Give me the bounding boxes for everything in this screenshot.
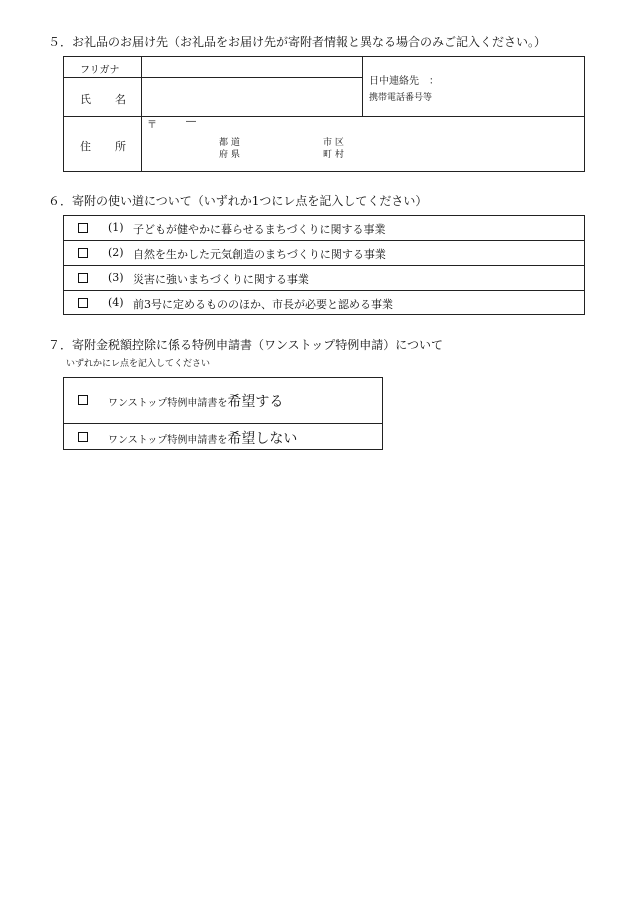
usage-option-3-text: 災害に強いまちづくりに関する事業 bbox=[133, 273, 309, 286]
daytime-contact-label: 日中連絡先 ： bbox=[369, 76, 439, 87]
onestop-decline-prefix: ワンストップ特例申請書を bbox=[108, 435, 228, 446]
usage-option-3-number: (3) bbox=[108, 271, 124, 284]
usage-option-2-checkbox[interactable] bbox=[78, 248, 88, 258]
name-field[interactable] bbox=[143, 79, 360, 115]
usage-option-4-number: (4) bbox=[108, 296, 124, 309]
onestop-request-checkbox[interactable] bbox=[78, 395, 88, 405]
address-field[interactable] bbox=[143, 118, 583, 170]
shi-ku-label: 市 区 bbox=[323, 138, 344, 148]
cho-son-label: 町 村 bbox=[323, 150, 344, 160]
onestop-request-prefix: ワンストップ特例申請書を bbox=[108, 398, 228, 409]
address-label-b: 所 bbox=[115, 140, 126, 153]
section7-note: いずれかにレ点を記入してください bbox=[66, 359, 211, 369]
furigana-label: フリガナ bbox=[80, 65, 120, 76]
onestop-decline-emph: 希望しない bbox=[227, 431, 298, 447]
usage-option-2-number: (2) bbox=[108, 246, 124, 259]
usage-option-1-number: (1) bbox=[108, 221, 124, 234]
usage-option-1-checkbox[interactable] bbox=[78, 223, 88, 233]
mobile-number-label: 携帯電話番号等 bbox=[369, 93, 433, 103]
section5-title: ５．お礼品のお届け先（お礼品をお届け先が寄附者情報と異なる場合のみご記入ください。） bbox=[48, 35, 547, 49]
onestop-request-label bbox=[108, 391, 283, 411]
onestop-decline-checkbox[interactable] bbox=[78, 432, 88, 442]
usage-option-3-checkbox[interactable] bbox=[78, 273, 88, 283]
section7-title: ７．寄附金税額控除に係る特例申請書（ワンストップ特例申請）について bbox=[48, 338, 444, 352]
furigana-field[interactable] bbox=[143, 58, 360, 76]
contact-field[interactable] bbox=[364, 58, 583, 115]
onestop-request-emph: 希望する bbox=[227, 394, 284, 410]
name-label-b: 名 bbox=[115, 93, 126, 106]
onestop-decline-label bbox=[108, 428, 297, 448]
address-label-a: 住 bbox=[80, 140, 91, 153]
usage-option-2-text: 自然を生かした元気創造のまちづくりに関する事業 bbox=[133, 248, 386, 261]
fu-ken-label: 府 県 bbox=[219, 150, 240, 160]
usage-option-4-checkbox[interactable] bbox=[78, 298, 88, 308]
postal-dash: ― bbox=[186, 116, 196, 127]
usage-option-1-text: 子どもが健やかに暮らせるまちづくりに関する事業 bbox=[133, 223, 386, 236]
usage-option-4-text: 前3号に定めるもののほか、市長が必要と認める事業 bbox=[133, 298, 393, 311]
name-label-a: 氏 bbox=[80, 93, 91, 106]
postal-mark: 〒 bbox=[147, 120, 157, 131]
to-do-label: 都 道 bbox=[219, 138, 240, 148]
section6-title: ６．寄附の使い道について（いずれか1つにレ点を記入してください） bbox=[48, 194, 428, 208]
